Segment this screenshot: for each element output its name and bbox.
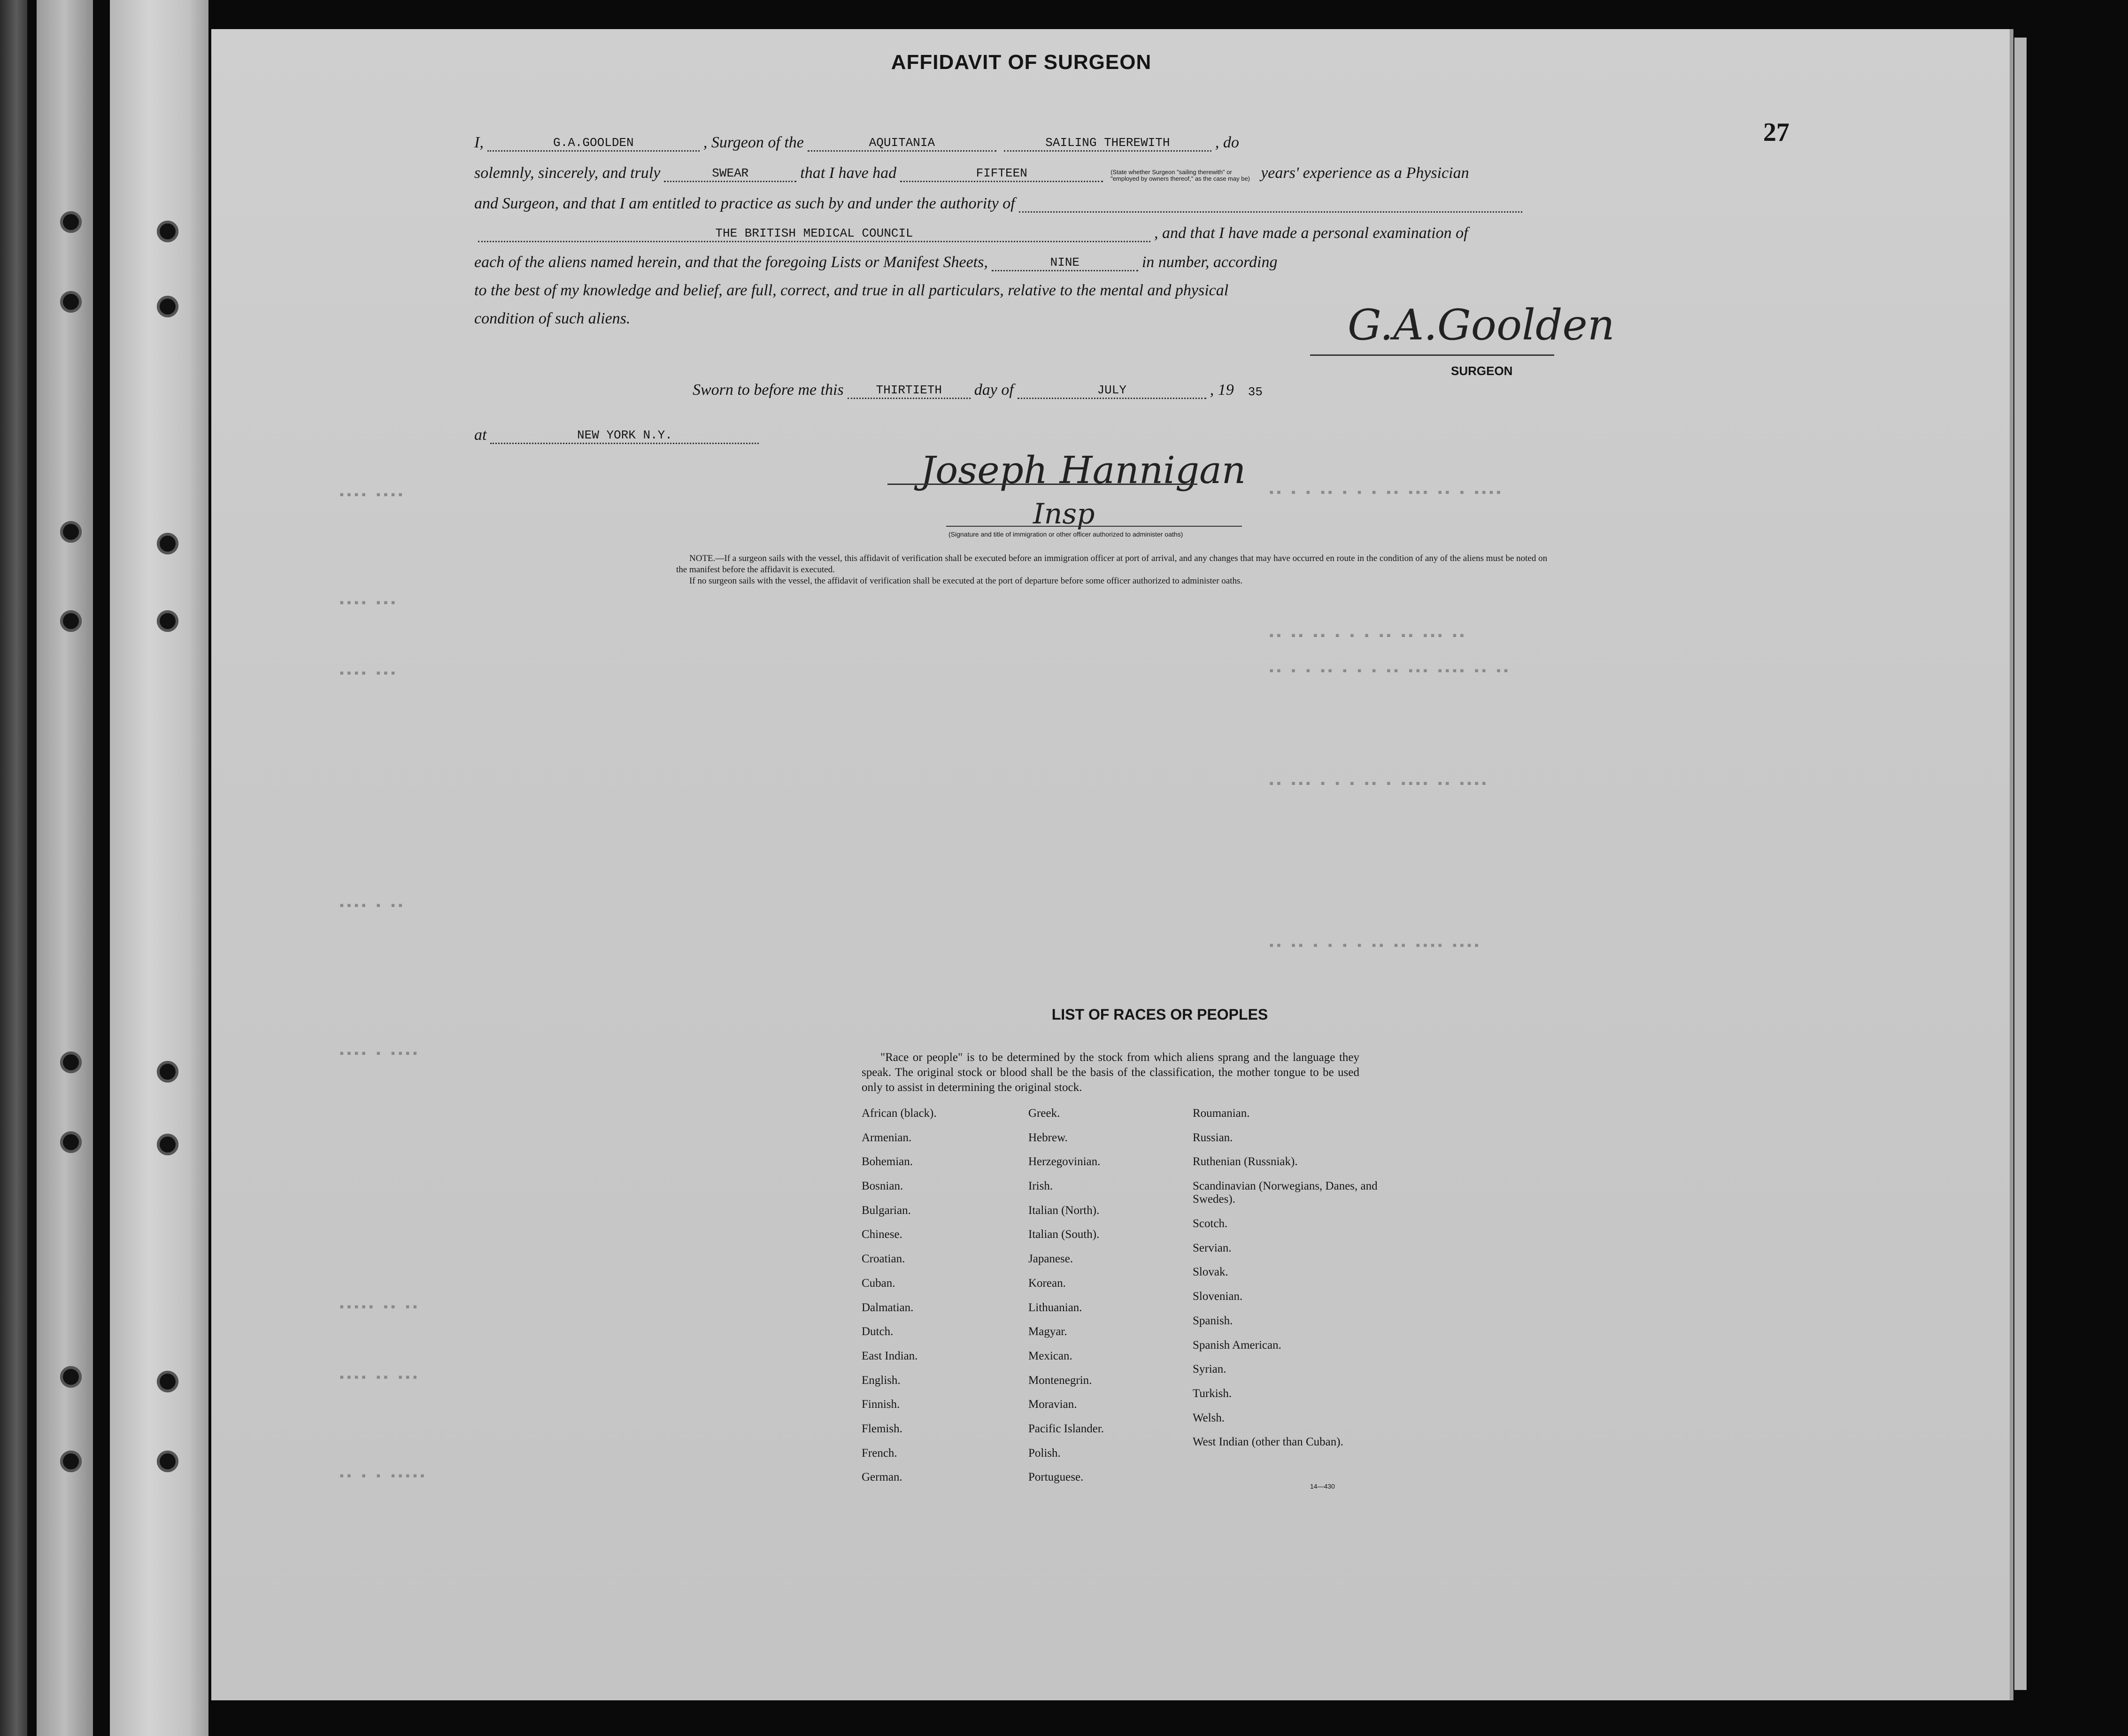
punch-hole — [157, 1371, 178, 1392]
officer-caption: (Signature and title of immigration or other officer authorized to administer oaths) — [948, 530, 1183, 538]
race-item: Scandinavian (Norwegians, Danes, and Swedes). — [1193, 1180, 1378, 1206]
manifest-residue: ▪▪▪▪ ▪ ▪▪ — [338, 899, 404, 913]
officer-title-signature: Insp — [1033, 498, 1095, 530]
officer-title-line — [946, 526, 1242, 527]
race-item: French. — [862, 1446, 897, 1459]
at-line: at NEW YORK N.Y. — [474, 426, 763, 444]
race-item: West Indian (other than Cuban). — [1193, 1436, 1343, 1449]
manifest-residue: ▪▪ ▪ ▪ ▪▪▪▪▪ — [338, 1469, 426, 1483]
sheet-count-field: NINE — [992, 256, 1138, 271]
race-item: Herzegovinian. — [1028, 1155, 1101, 1168]
race-item: African (black). — [862, 1107, 937, 1120]
affidavit-title: AFFIDAVIT OF SURGEON — [891, 51, 1152, 74]
punch-hole — [60, 1451, 82, 1472]
manifest-residue: ▪▪ ▪ ▪ ▪▪ ▪ ▪ ▪ ▪▪ ▪▪▪ ▪▪ ▪ ▪▪▪▪ — [1268, 486, 1503, 500]
authority-field: THE BRITISH MEDICAL COUNCIL — [478, 227, 1150, 242]
race-item: German. — [862, 1471, 902, 1484]
race-item: Welsh. — [1193, 1411, 1225, 1424]
race-item: Finnish. — [862, 1398, 900, 1411]
affidavit-line-5: each of the aliens named herein, and that the foregoing Lists or Manifest Sheets, NINE in number, according — [474, 253, 1278, 271]
surgeon-name-field: G.A.GOOLDEN — [487, 136, 700, 152]
race-item: Spanish American. — [1193, 1338, 1281, 1352]
affidavit-line-4: THE BRITISH MEDICAL COUNCIL , and that I have made a personal examination of — [474, 224, 1468, 242]
surgeon-caption: SURGEON — [1451, 364, 1513, 378]
race-item: Moravian. — [1028, 1398, 1077, 1411]
race-item: Japanese. — [1028, 1252, 1073, 1266]
race-item: Ruthenian (Russniak). — [1193, 1155, 1298, 1168]
race-item: Irish. — [1028, 1180, 1053, 1193]
race-item: Italian (North). — [1028, 1204, 1100, 1217]
race-item: Pacific Islander. — [1028, 1422, 1104, 1435]
affidavit-line-2: solemnly, sincerely, and truly SWEAR that I have had FIFTEEN (State whether Surgeon "sailing therewith" or "employed by owners thereof," as the case may be) years' experience as a Physician — [474, 164, 1469, 182]
race-item: Cuban. — [862, 1276, 895, 1290]
manifest-residue: ▪▪ ▪▪ ▪▪ ▪ ▪ ▪ ▪▪ ▪▪ ▪▪▪ ▪▪ — [1268, 629, 1466, 643]
sworn-month-field: JULY — [1018, 384, 1206, 399]
sworn-day-field: THIRTIETH — [848, 384, 971, 399]
race-item: Slovenian. — [1193, 1290, 1243, 1303]
sworn-year: 35 — [1248, 385, 1263, 399]
manifest-residue: ▪▪▪▪ ▪▪ ▪▪▪ — [338, 1371, 419, 1385]
punch-hole — [60, 1052, 82, 1073]
race-item: Slovak. — [1193, 1266, 1228, 1279]
race-item: Greek. — [1028, 1107, 1060, 1120]
note-text-1: —If a surgeon sails with the vessel, this affidavit of verification shall be executed before an immigration officer at port of arrival, and any changes that may have occurred en route in the condition of any of the aliens must be noted on the manifest before the affidavit is executed. — [676, 553, 1548, 575]
surgeon-signature-line — [1310, 354, 1554, 356]
race-item: Hebrew. — [1028, 1131, 1068, 1144]
manifest-residue: ▪▪▪▪ ▪ ▪▪▪▪ — [338, 1047, 419, 1061]
page-number: 27 — [1763, 118, 1789, 147]
manifest-residue: ▪▪ ▪▪▪ ▪ ▪ ▪ ▪▪ ▪ ▪▪▪▪ ▪▪ ▪▪▪▪ — [1268, 777, 1488, 791]
affidavit-note — [676, 553, 1554, 587]
binding-strip-right — [110, 0, 208, 1736]
race-item: Magyar. — [1028, 1325, 1067, 1338]
race-item: Roumanian. — [1193, 1107, 1250, 1120]
punch-hole — [60, 291, 82, 313]
oath-field: SWEAR — [664, 167, 796, 182]
years-field: FIFTEEN — [900, 167, 1103, 182]
race-item: Spanish. — [1193, 1314, 1233, 1327]
affidavit-line-1: I, G.A.GOOLDEN , Surgeon of the AQUITANIA SAILING THEREWITH , do — [474, 134, 1239, 151]
race-item: Scotch. — [1193, 1217, 1228, 1230]
punch-hole — [157, 221, 178, 242]
race-item: Bosnian. — [862, 1180, 903, 1193]
race-item: Flemish. — [862, 1422, 902, 1435]
races-title: LIST OF RACES OR PEOPLES — [1051, 1006, 1268, 1023]
page-edge — [2014, 38, 2027, 1690]
race-item: Armenian. — [862, 1131, 912, 1144]
affidavit-line-6: to the best of my knowledge and belief, are full, correct, and true in all particulars, relative to the mental and physical — [474, 282, 1229, 299]
note-text-2: If no surgeon sails with the vessel, the affidavit of verification shall be executed at the port of departure before some officer authorized to administer oaths. — [689, 576, 1243, 586]
manifest-residue: ▪▪▪▪ ▪▪▪ — [338, 596, 397, 610]
race-item: Russian. — [1193, 1131, 1233, 1144]
race-item: Portuguese. — [1028, 1471, 1084, 1484]
races-intro: "Race or people" is to be determined by the stock from which aliens sprang and the language they speak. The original stock or blood shall be the basis of the classification, the mother tongue to be used only to assist in determining the original stock. — [862, 1051, 1359, 1094]
manifest-residue: ▪▪ ▪ ▪ ▪▪ ▪ ▪ ▪ ▪▪ ▪▪▪ ▪▪▪▪ ▪▪ ▪▪ — [1268, 664, 1510, 678]
race-item: English. — [862, 1374, 901, 1387]
affidavit-line-3: and Surgeon, and that I am entitled to practice as such by and under the authority of — [474, 195, 1526, 213]
punch-hole — [157, 1061, 178, 1083]
manifest-residue: ▪▪▪▪ ▪▪▪▪ — [338, 488, 404, 502]
race-item: East Indian. — [862, 1349, 918, 1362]
race-item: Lithuanian. — [1028, 1301, 1082, 1314]
blank-field — [1019, 197, 1522, 213]
race-item: Servian. — [1193, 1241, 1232, 1254]
officer-signature-line — [887, 484, 1197, 485]
punch-hole — [157, 1451, 178, 1472]
punch-hole — [60, 610, 82, 632]
officer-signature: Joseph Hannigan — [920, 448, 1246, 492]
race-item: Italian (South). — [1028, 1228, 1100, 1241]
races-column-1 — [862, 1107, 937, 1495]
manifest-residue: ▪▪▪▪▪ ▪▪ ▪▪ — [338, 1300, 419, 1314]
races-column-2 — [1028, 1107, 1104, 1495]
note-lead: NOTE. — [689, 553, 716, 563]
punch-hole — [60, 521, 82, 543]
race-item: Mexican. — [1028, 1349, 1072, 1362]
binding-strip-middle — [37, 0, 93, 1736]
punch-hole — [60, 211, 82, 233]
manifest-residue: ▪▪▪▪ ▪▪▪ — [338, 667, 397, 681]
place-field: NEW YORK N.Y. — [490, 429, 759, 444]
punch-hole — [157, 610, 178, 632]
form-number: 14—430 — [1310, 1483, 1335, 1490]
manifest-residue: ▪▪ ▪▪ ▪ ▪ ▪ ▪ ▪▪ ▪▪ ▪▪▪▪ ▪▪▪▪ — [1268, 939, 1480, 953]
punch-hole — [157, 1134, 178, 1155]
races-column-3 — [1193, 1107, 1380, 1460]
punch-hole — [60, 1131, 82, 1153]
vessel-name-field: AQUITANIA — [808, 136, 996, 152]
race-item: Dutch. — [862, 1325, 894, 1338]
race-item: Dalmatian. — [862, 1301, 914, 1314]
punch-hole — [157, 533, 178, 554]
race-item: Bohemian. — [862, 1155, 913, 1168]
document-page — [211, 29, 2013, 1700]
punch-hole — [60, 1366, 82, 1388]
surgeon-status-field: SAILING THEREWITH — [1004, 136, 1211, 152]
status-instruction: (State whether Surgeon "sailing therewith" or "employed by owners thereof," as the case may be) — [1110, 169, 1250, 182]
affidavit-line-7: condition of such aliens. — [474, 310, 631, 327]
race-item: Bulgarian. — [862, 1204, 911, 1217]
sworn-line: Sworn to before me this THIRTIETH day of JULY , 19 35 — [693, 381, 1263, 399]
punch-hole — [157, 296, 178, 317]
surgeon-signature: G.A.Goolden — [1348, 300, 1615, 350]
race-item: Polish. — [1028, 1446, 1061, 1459]
race-item: Korean. — [1028, 1276, 1066, 1290]
race-item: Croatian. — [862, 1252, 905, 1266]
binding-strip-left — [0, 0, 27, 1736]
race-item: Syrian. — [1193, 1363, 1226, 1376]
race-item: Turkish. — [1193, 1387, 1232, 1400]
race-item: Chinese. — [862, 1228, 902, 1241]
race-item: Montenegrin. — [1028, 1374, 1092, 1387]
